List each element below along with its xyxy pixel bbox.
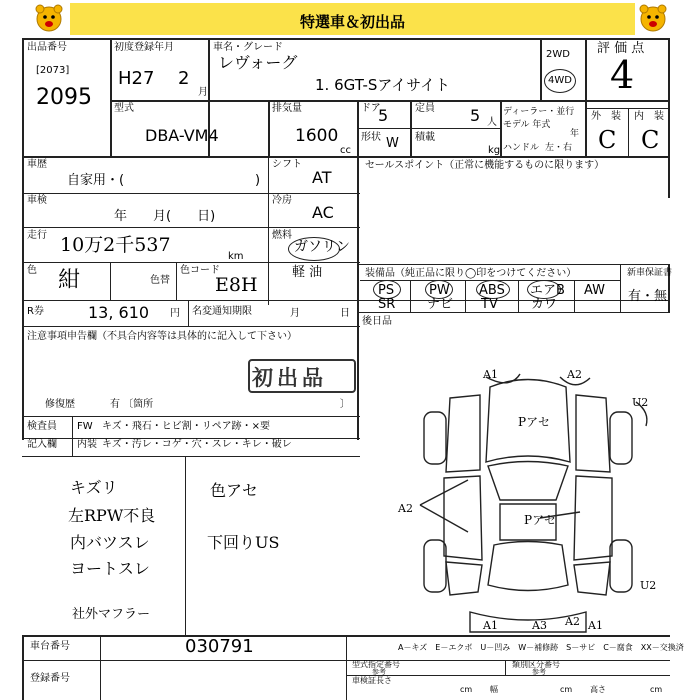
warranty-value: 有・無 bbox=[628, 289, 668, 304]
exterior-grade: C bbox=[598, 126, 617, 154]
equip-aw: AW bbox=[584, 283, 606, 298]
equip-pw: PW bbox=[429, 283, 450, 298]
capacity-value: 5 bbox=[470, 106, 481, 125]
history-label: 車歴 bbox=[27, 159, 47, 170]
width-unit: cm bbox=[560, 685, 573, 694]
equip-sr: SR bbox=[378, 297, 396, 312]
shape-label: 形状 bbox=[361, 132, 381, 143]
dealer-label: ディーラー・並行 bbox=[503, 107, 575, 117]
history-close: ) bbox=[255, 173, 261, 188]
color-swap-label: 色替 bbox=[150, 275, 170, 286]
registration-label: 登録番号 bbox=[30, 673, 70, 684]
hw-note-1: キズリ bbox=[70, 478, 118, 497]
hw-note-right-2: 下回りUS bbox=[207, 533, 280, 552]
model-year-label: モデル 年式 bbox=[503, 120, 551, 130]
dmg-mark-u2-rear: U2 bbox=[640, 579, 657, 592]
fuel-label: 燃料 bbox=[272, 230, 292, 241]
dmg-mark-fade-roof: Pアセ bbox=[518, 415, 550, 429]
name-change-label: 名変通知期限 bbox=[192, 306, 252, 317]
hw-note-2: 左RPW不良 bbox=[68, 506, 156, 525]
first-reg-month: 2 bbox=[178, 68, 190, 89]
mileage-value: 10万2千537 bbox=[60, 234, 171, 256]
exterior-label: 外 装 bbox=[591, 111, 621, 122]
height-label: 高さ bbox=[590, 685, 606, 694]
shift-value: AT bbox=[312, 168, 332, 187]
length-unit: cm bbox=[460, 685, 473, 694]
model-name: レヴォーグ bbox=[218, 53, 298, 72]
name-change-month: 月 bbox=[290, 308, 300, 319]
hw-note-4: ヨートスレ bbox=[70, 559, 150, 578]
inspector-label-1: 検査員 bbox=[27, 421, 57, 432]
score-label: 評 価 点 bbox=[597, 41, 645, 56]
type-value: DBA-VM4 bbox=[145, 126, 219, 145]
model-label: 車名・グレード bbox=[213, 42, 283, 53]
notes-label: 注意事項申告欄（不具合内容等は具体的に記入して下さい） bbox=[27, 331, 297, 342]
sales-point-label: セールスポイント（正常に機能するものに限ります） bbox=[365, 160, 605, 171]
history-value: 自家用・( bbox=[67, 173, 125, 188]
capacity-label: 定員 bbox=[415, 103, 435, 114]
dmg-mark-a2-left: A2 bbox=[398, 502, 413, 515]
load-label: 積載 bbox=[415, 132, 435, 143]
hw-note-5: 社外マフラー bbox=[72, 607, 151, 622]
fuel-gasoline: ガソリン bbox=[294, 239, 350, 255]
equip-navi: ナビ bbox=[427, 297, 454, 312]
dmg-mark-a1-top: A1 bbox=[483, 368, 498, 381]
drive-4wd: 4WD bbox=[548, 75, 572, 86]
equip-tv: TV bbox=[481, 297, 498, 312]
inspector-row1-head: FW bbox=[77, 421, 93, 432]
aircon-label: 冷房 bbox=[272, 195, 292, 206]
first-reg-label: 初度登録年月 bbox=[114, 42, 174, 53]
doors-value: 5 bbox=[378, 106, 389, 125]
height-unit: cm bbox=[650, 685, 663, 694]
mileage-unit: km bbox=[228, 251, 244, 262]
equip-airbag: エアB bbox=[530, 283, 565, 298]
dmg-mark-a2-top: A2 bbox=[567, 368, 582, 381]
equip-ps: PS bbox=[378, 283, 395, 298]
repair-value: 有 〔箇所 bbox=[110, 399, 154, 410]
doors-label: ドア bbox=[361, 103, 381, 114]
class-cert-ref: 参考 bbox=[532, 668, 546, 676]
color-value: 紺 bbox=[58, 268, 81, 293]
handle-label: ハンドル bbox=[503, 143, 540, 153]
fuel-light-oil: 軽 油 bbox=[292, 265, 323, 280]
lot-sub-number: [2073] bbox=[36, 65, 70, 76]
chassis-value: 030791 bbox=[185, 636, 254, 657]
recycle-unit: 円 bbox=[170, 308, 180, 319]
interior-label: 内 装 bbox=[634, 111, 664, 122]
color-code: E8H bbox=[215, 274, 258, 296]
lot-label: 出品番号 bbox=[27, 42, 67, 53]
model-grade: 1. 6GT-Sアイサイト bbox=[315, 76, 451, 94]
type-cert-label: 型式指定番号 bbox=[352, 660, 400, 669]
inspector-row1: キズ・飛石・ヒビ割・リペア跡・×要 bbox=[102, 421, 270, 432]
dmg-mark-a2-rear: A2 bbox=[565, 615, 580, 628]
shape-value: W bbox=[386, 136, 399, 151]
shift-label: シフト bbox=[272, 159, 302, 170]
damage-legend: A－キズ E－エクボ U－凹み W－補修跡 S－サビ C－腐食 XX－交換済 bbox=[398, 643, 684, 652]
drive-2wd: 2WD bbox=[546, 49, 570, 60]
name-change-day: 日 bbox=[340, 308, 350, 319]
handle-value: 左・右 bbox=[545, 143, 573, 153]
width-label: 幅 bbox=[490, 685, 498, 694]
inspector-row2-head: 内装 bbox=[77, 439, 97, 450]
score-value: 4 bbox=[610, 53, 635, 97]
dmg-mark-a1-rear: A1 bbox=[483, 619, 498, 632]
displacement-label: 排気量 bbox=[272, 103, 302, 114]
equipment-label: 装備品（純正品に限り◯印をつけてください） bbox=[365, 268, 577, 279]
displacement-value: 1600 bbox=[295, 126, 339, 146]
hw-note-right-1: 色アセ bbox=[210, 481, 258, 500]
rear-seat-label: 後日品 bbox=[362, 316, 392, 327]
inspector-label-2: 記入欄 bbox=[27, 439, 57, 450]
dmg-mark-fade-trunk: Pアセ bbox=[524, 513, 556, 527]
recycle-value: 13, 610 bbox=[88, 303, 150, 322]
inspection-date: 年 月( 日) bbox=[114, 209, 216, 224]
aircon-value: AC bbox=[312, 203, 334, 222]
equip-abs: ABS bbox=[479, 283, 505, 298]
hw-note-3: 内バツスレ bbox=[70, 533, 150, 552]
dmg-mark-a1-rear-right: A1 bbox=[588, 619, 603, 632]
dmg-mark-a3-rear: A3 bbox=[532, 619, 547, 632]
type-label: 型式 bbox=[114, 103, 134, 114]
lot-number: 2095 bbox=[36, 85, 92, 110]
first-reg-month-unit: 月 bbox=[198, 87, 208, 98]
dmg-mark-u2-right: U2 bbox=[632, 396, 649, 409]
mileage-label: 走行 bbox=[27, 230, 47, 241]
model-year-unit: 年 bbox=[570, 129, 580, 139]
color-code-label: 色コード bbox=[180, 265, 220, 276]
capacity-unit: 人 bbox=[487, 117, 497, 128]
inspection-label: 車検 bbox=[27, 195, 47, 206]
recycle-label: R券 bbox=[27, 306, 44, 317]
warranty-label: 新車保証書 bbox=[627, 268, 673, 278]
equip-leather: カワ bbox=[531, 297, 558, 312]
chassis-label: 車台番号 bbox=[30, 641, 70, 652]
first-reg-year: H27 bbox=[118, 68, 155, 89]
header-title: 特選車＆初出品 bbox=[299, 13, 405, 31]
displacement-unit: cc bbox=[340, 145, 351, 156]
type-cert-ref: 参考 bbox=[372, 668, 386, 676]
repair-label: 修復歴 bbox=[45, 399, 75, 410]
interior-grade: C bbox=[641, 126, 660, 154]
color-label: 色 bbox=[27, 265, 37, 276]
repair-close: 〕 bbox=[340, 399, 350, 410]
class-cert-label: 類別区分番号 bbox=[512, 660, 560, 669]
length-label: 車検証長さ bbox=[352, 676, 392, 685]
inspector-row2: キズ・汚レ・コゲ・穴・スレ・キレ・破レ bbox=[102, 439, 292, 450]
load-unit: kg bbox=[488, 145, 501, 156]
stamp-text: 初出品 bbox=[252, 366, 327, 390]
